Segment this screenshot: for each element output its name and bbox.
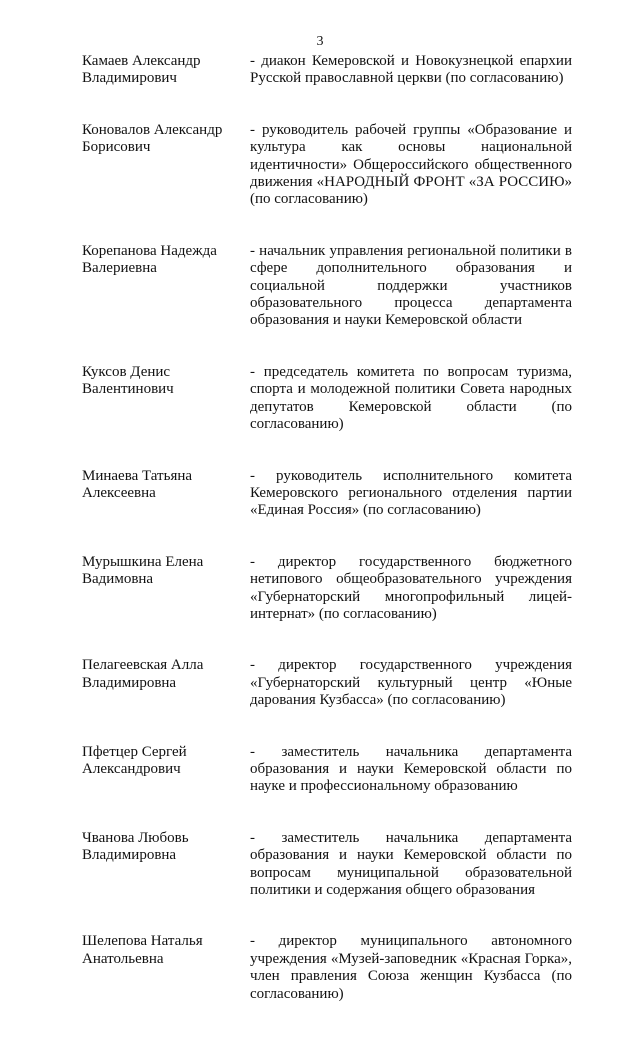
member-name-line1: Камаев Александр [82,53,201,69]
member-name-line2: Алексеевна [82,484,156,501]
member-entry [82,468,572,520]
member-entry [82,657,572,709]
member-list [82,53,572,1037]
member-role: - руководитель исполнительного комитета Кемеровского регионального отделения партии «Единая Россия» (по согласованию) [250,467,572,519]
member-name [82,468,250,520]
member-role: - начальник управления региональной политики в сфере дополнительного образования и социальной поддержки участников образовательного процесса департамента образования и науки Кемеровской области [250,242,572,329]
member-name [82,364,250,434]
member-name [82,122,250,209]
member-entry [82,364,572,434]
member-name-line2: Владимировна [82,674,177,691]
member-role: - директор государственного учреждения «Губернаторский культурный центр «Юные дарования Кузбасса» (по согласованию) [250,657,572,709]
member-entry [82,830,572,900]
member-name-line1: Корепанова Надежда [82,242,217,259]
member-role: - директор муниципального автономного учреждения «Музей-заповедник «Красная Горка», член правления Союза женщин Кузбасса (по согласованию) [250,933,572,1002]
member-name-line1: Коновалов Александр [82,121,223,138]
member-role: - председатель комитета по вопросам туризма, спорта и молодежной политики Совета народных депутатов Кемеровской области (по согласованию) [250,363,572,433]
member-entry [82,554,572,624]
member-name [82,554,250,624]
member-name [82,830,250,900]
member-name-line2: Владимирович [82,70,177,87]
member-name-line1: Чванова Любовь [82,829,189,846]
member-entry [82,122,572,209]
member-name-line1: Минаева Татьяна [82,467,193,484]
member-entry [82,53,572,88]
member-name-line2: Вадимовна [82,571,154,588]
member-role: - заместитель начальника департамента образования и науки Кемеровской области по вопросам муниципальной образовательной политики и содержания общего образования [250,829,572,898]
member-name-line1: Пфетцер Сергей [82,743,187,760]
page-number: 3 [316,34,324,49]
member-entry [82,744,572,796]
member-name [82,243,250,330]
member-name-line2: Борисович [82,139,151,156]
member-name-line1: Куксов Денис [82,363,171,380]
member-name-line1: Пелагеевская Алла [82,657,204,674]
member-name [82,744,250,796]
member-role: - директор государственного бюджетного нетипового общеобразовательного учреждения «Губернаторский многопрофильный лицей-интернат» (по согласованию) [250,553,572,622]
member-name-line1: Мурышкина Елена [82,553,204,570]
member-name [82,657,250,709]
member-entry [82,933,572,1003]
member-role: - диакон Кемеровской и Новокузнецкой епархии Русской православной церкви (по согласованию) [250,53,572,87]
member-role: - руководитель рабочей группы «Образование и культура как основы национальной идентичности» Общероссийского общественного движения «НАРОДНЫЙ ФРОНТ «ЗА РОССИЮ» (по согласованию) [250,121,572,208]
member-role: - заместитель начальника департамента образования и науки Кемеровской области по науке и профессиональному образованию [250,743,572,795]
member-name [82,53,250,88]
member-name-line2: Валентинович [82,381,174,398]
member-name [82,933,250,1003]
member-entry [82,243,572,330]
member-name-line1: Шелепова Наталья [82,933,203,950]
member-name-line2: Валериевна [82,260,157,277]
member-name-line2: Владимировна [82,847,177,864]
member-name-line2: Александрович [82,760,181,777]
member-name-line2: Анатольевна [82,950,164,967]
